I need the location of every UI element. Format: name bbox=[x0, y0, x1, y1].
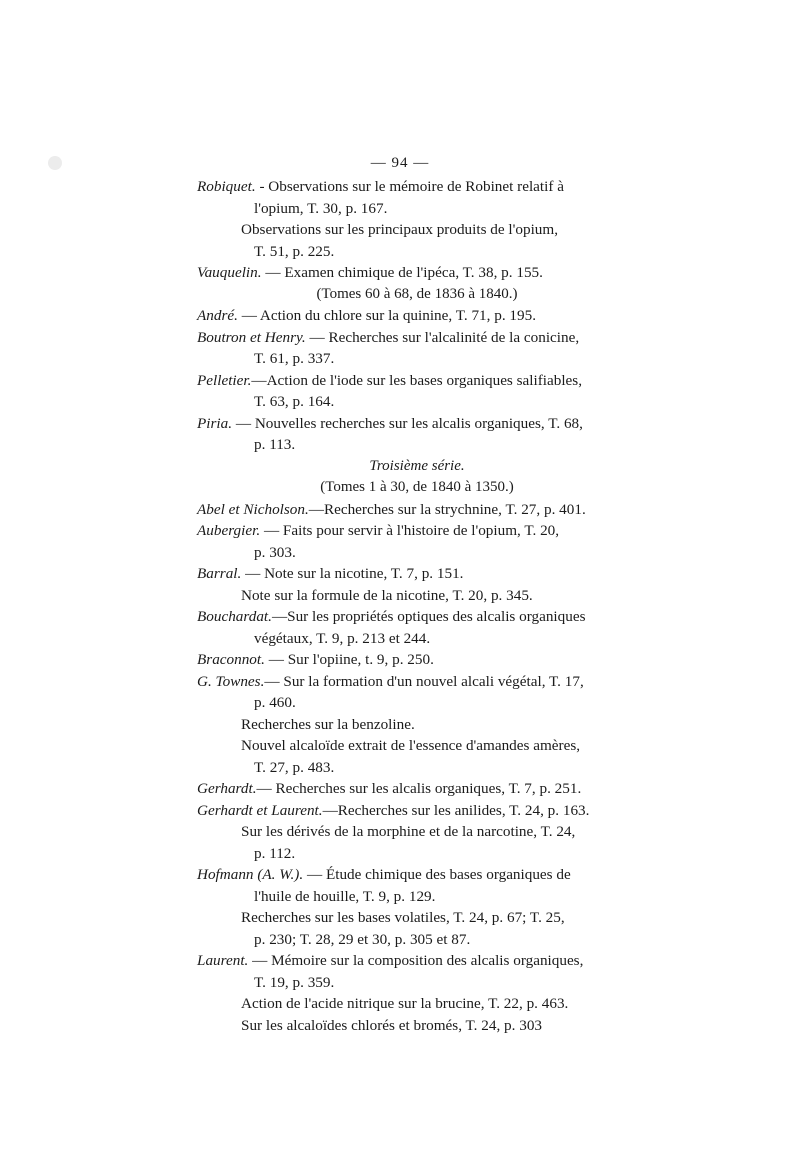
entry-text: Recherches sur la benzoline. bbox=[241, 715, 415, 733]
bibliography-list bbox=[197, 176, 617, 1036]
bibliography-entry bbox=[197, 671, 617, 714]
entry-line bbox=[197, 886, 617, 908]
entry-line bbox=[197, 219, 617, 241]
entry-line bbox=[197, 950, 617, 972]
entry-text: T. 61, p. 337. bbox=[254, 350, 335, 367]
entry-text: —Action de l'iode sur les bases organiques salifiables, bbox=[251, 371, 583, 389]
entry-text: T. 51, p. 225. bbox=[254, 242, 335, 260]
entry-line bbox=[197, 563, 617, 585]
sub-entry bbox=[197, 714, 617, 736]
entry-text: l'opium, T. 30, p. 167. bbox=[254, 199, 388, 217]
entry-line bbox=[197, 542, 617, 564]
author-name: Robiquet. bbox=[197, 178, 256, 195]
author-name: Gerhardt et Laurent. bbox=[197, 801, 323, 819]
section-heading: (Tomes 1 à 30, de 1840 à 1350.) bbox=[320, 479, 514, 495]
author-name: Vauquelin. bbox=[197, 264, 262, 281]
entry-line bbox=[197, 778, 617, 800]
entry-line bbox=[197, 391, 617, 413]
author-name: Piria. bbox=[197, 414, 233, 432]
entry-text: l'huile de houille, T. 9, p. 129. bbox=[254, 887, 436, 905]
entry-text: — Sur l'opiine, t. 9, p. 250. bbox=[264, 651, 434, 668]
entry-line bbox=[197, 305, 617, 327]
entry-text: — Mémoire sur la composition des alcalis organiques, bbox=[248, 952, 584, 969]
entry-text: p. 113. bbox=[254, 436, 296, 453]
entry-text: - Observations sur le mémoire de Robinet relatif à bbox=[255, 178, 564, 195]
entry-text: Observations sur les principaux produits de l'opium, bbox=[241, 221, 558, 238]
entry-text: végétaux, T. 9, p. 213 et 244. bbox=[254, 629, 431, 647]
entry-text: Recherches sur les bases volatiles, T. 24, p. 67; T. 25, bbox=[241, 909, 565, 926]
entry-line bbox=[197, 929, 617, 951]
entry-text: — Note sur la nicotine, T. 7, p. 151. bbox=[241, 565, 464, 582]
entry-text: p. 460. bbox=[254, 694, 296, 711]
entry-line bbox=[197, 176, 617, 198]
entry-text: T. 27, p. 483. bbox=[254, 758, 335, 776]
bibliography-entry bbox=[197, 800, 617, 822]
sub-entry bbox=[197, 1015, 617, 1037]
entry-line bbox=[197, 993, 617, 1015]
sub-entry bbox=[197, 585, 617, 607]
author-name: André. bbox=[197, 307, 238, 324]
page-number: — 94 — bbox=[370, 155, 430, 171]
entry-line bbox=[197, 327, 617, 349]
bibliography-entry bbox=[197, 864, 617, 907]
entry-line bbox=[197, 413, 617, 435]
entry-text: Sur les alcaloïdes chlorés et bromés, T. 24, p. 303 bbox=[241, 1016, 543, 1034]
entry-text: Nouvel alcaloïde extrait de l'essence d'amandes amères, bbox=[241, 737, 581, 754]
entry-line bbox=[197, 671, 617, 693]
entry-text: p. 112. bbox=[254, 844, 296, 862]
entry-line bbox=[197, 692, 617, 714]
author-name: Braconnot. bbox=[197, 651, 265, 668]
entry-line bbox=[197, 843, 617, 865]
entry-text: — Sur la formation d'un nouvel alcali végétal, T. 17, bbox=[264, 672, 584, 690]
bibliography-entry bbox=[197, 499, 617, 521]
entry-line bbox=[197, 520, 617, 542]
entry-line bbox=[197, 821, 617, 843]
entry-line bbox=[197, 606, 617, 628]
entry-line bbox=[197, 348, 617, 370]
entry-text: T. 63, p. 164. bbox=[254, 393, 335, 410]
author-name: Hofmann (A. W.). bbox=[197, 866, 304, 883]
entry-text: — Nouvelles recherches sur les alcalis organiques, T. 68, bbox=[232, 414, 583, 432]
entry-text: — Recherches sur l'alcalinité de la conicine, bbox=[305, 328, 580, 346]
bibliography-entry bbox=[197, 176, 617, 219]
bibliography-entry bbox=[197, 327, 617, 370]
author-name: Bouchardat. bbox=[197, 608, 272, 625]
author-name: Abel et Nicholson. bbox=[197, 500, 309, 518]
author-name: G. Townes. bbox=[197, 672, 265, 690]
entry-line bbox=[197, 800, 617, 822]
sub-entry bbox=[197, 907, 617, 950]
entry-line bbox=[197, 735, 617, 757]
entry-text: Action de l'acide nitrique sur la brucine, T. 22, p. 463. bbox=[241, 995, 569, 1012]
bibliography-entry bbox=[197, 649, 617, 671]
entry-line bbox=[197, 864, 617, 886]
author-name: Gerhardt. bbox=[197, 780, 257, 797]
entry-text: —Recherches sur les anilides, T. 24, p. 163. bbox=[322, 801, 590, 819]
entry-line bbox=[197, 198, 617, 220]
bibliography-entry bbox=[197, 262, 617, 284]
bibliography-entry bbox=[197, 950, 617, 993]
entry-text: — Faits pour servir à l'histoire de l'opium, T. 20, bbox=[260, 522, 560, 539]
section-heading: Troisième série. bbox=[369, 457, 465, 474]
bibliography-entry bbox=[197, 370, 617, 413]
sub-entry bbox=[197, 993, 617, 1015]
author-name: Barral. bbox=[197, 565, 242, 582]
entry-text: p. 303. bbox=[254, 543, 296, 561]
bibliography-entry bbox=[197, 778, 617, 800]
entry-text: — Recherches sur les alcalis organiques, T. 7, p. 251. bbox=[256, 780, 582, 797]
entry-text: —Recherches sur la strychnine, T. 27, p. 401. bbox=[308, 500, 586, 518]
entry-line bbox=[197, 434, 617, 456]
author-name: Aubergier. bbox=[197, 522, 261, 539]
entry-text: —Sur les propriétés optiques des alcalis organiques bbox=[271, 608, 586, 625]
entry-line bbox=[197, 241, 617, 263]
bibliography-entry bbox=[197, 305, 617, 327]
author-name: Pelletier. bbox=[197, 371, 252, 389]
sub-entry bbox=[197, 821, 617, 864]
entry-line bbox=[197, 585, 617, 607]
entry-line bbox=[197, 714, 617, 736]
author-name: Boutron et Henry. bbox=[197, 328, 306, 346]
entry-text: — Examen chimique de l'ipéca, T. 38, p. 155. bbox=[261, 264, 543, 281]
bibliography-entry bbox=[197, 606, 617, 649]
author-name: Laurent. bbox=[197, 952, 249, 969]
bibliography-entry bbox=[197, 413, 617, 456]
sub-entry bbox=[197, 735, 617, 778]
entry-line bbox=[197, 370, 617, 392]
entry-line bbox=[197, 907, 617, 929]
entry-text: T. 19, p. 359. bbox=[254, 973, 335, 991]
section-heading: (Tomes 60 à 68, de 1836 à 1840.) bbox=[316, 285, 518, 302]
bibliography-entry bbox=[197, 563, 617, 585]
entry-line bbox=[197, 262, 617, 284]
bibliography-entry bbox=[197, 520, 617, 563]
entry-line bbox=[197, 972, 617, 994]
entry-text: Sur les dérivés de la morphine et de la narcotine, T. 24, bbox=[241, 823, 576, 840]
entry-text: Note sur la formule de la nicotine, T. 20, p. 345. bbox=[241, 586, 533, 604]
entry-text: p. 230; T. 28, 29 et 30, p. 305 et 87. bbox=[254, 930, 471, 948]
entry-text: — Action du chlore sur la quinine, T. 71, p. 195. bbox=[237, 307, 537, 324]
entry-line bbox=[197, 1015, 617, 1037]
entry-line bbox=[197, 649, 617, 671]
sub-entry bbox=[197, 219, 617, 262]
entry-line bbox=[197, 499, 617, 521]
entry-line bbox=[197, 757, 617, 779]
entry-line bbox=[197, 628, 617, 650]
entry-text: — Étude chimique des bases organiques de bbox=[303, 866, 571, 883]
